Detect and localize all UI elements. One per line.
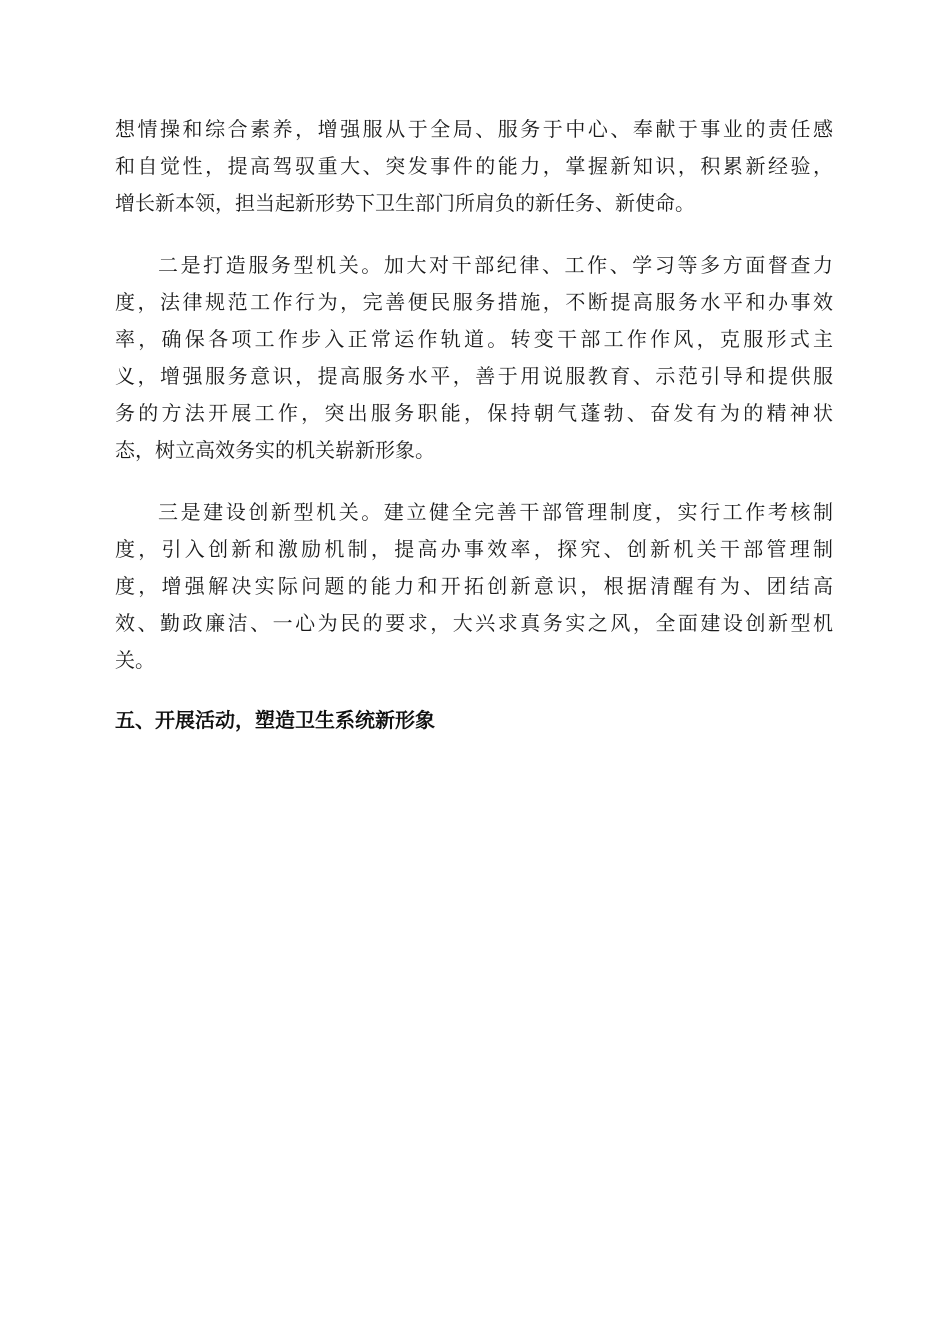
text-line: 增长新本领，担当起新形势下卫生部门所肩负的新任务、新使命。 [115, 191, 695, 215]
text-line: 义，增强服务意识，提高服务水平，善于用说服教育、示范引导和提供服 [115, 364, 833, 388]
section-heading: 五、开展活动，塑造卫生系统新形象 [115, 708, 435, 732]
text-line: 度，引入创新和激励机制，提高办事效率，探究、创新机关干部管理制 [115, 537, 833, 561]
text-line: 务的方法开展工作，突出服务职能，保持朝气蓬勃、奋发有为的精神状 [115, 401, 833, 425]
text-line: 三是建设创新型机关。建立健全完善干部管理制度，实行工作考核制 [158, 500, 833, 524]
paragraph-innovation-organ [115, 494, 833, 679]
paragraph-service-organ [115, 247, 833, 469]
text-line: 率，确保各项工作步入正常运作轨道。转变干部工作作风，克服形式主 [115, 327, 833, 351]
paragraph-continued [115, 111, 833, 222]
text-line: 和自觉性，提高驾驭重大、突发事件的能力，掌握新知识，积累新经验， [115, 154, 833, 178]
text-line: 关。 [115, 648, 155, 672]
text-line: 效、勤政廉洁、一心为民的要求，大兴求真务实之风，全面建设创新型机 [115, 611, 833, 635]
text-line: 态，树立高效务实的机关崭新形象。 [115, 438, 435, 462]
text-line: 想情操和综合素养，增强服从于全局、服务于中心、奉献于事业的责任感 [115, 117, 833, 141]
document-body [115, 111, 833, 739]
text-line: 度，法律规范工作行为，完善便民服务措施，不断提高服务水平和办事效 [115, 290, 833, 314]
text-line: 度，增强解决实际问题的能力和开拓创新意识，根据清醒有为、团结高 [115, 574, 833, 598]
text-line: 二是打造服务型机关。加大对干部纪律、工作、学习等多方面督查力 [158, 253, 833, 277]
